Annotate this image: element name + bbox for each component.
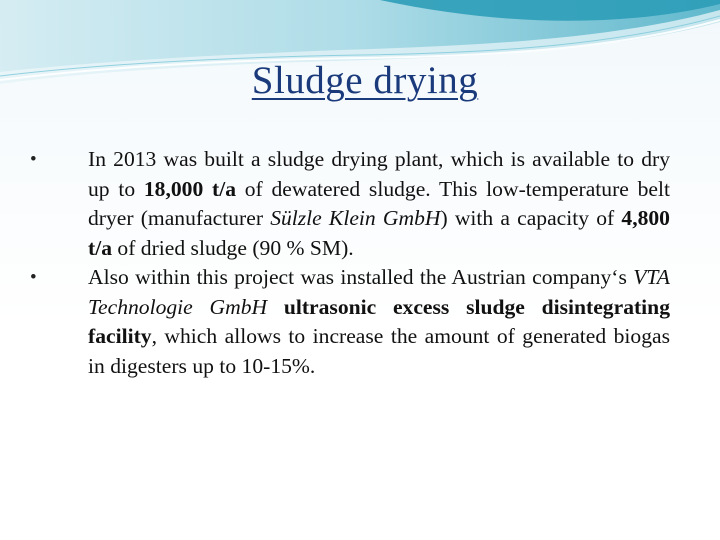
text-segment-bold: 18,000 t/a [143, 176, 236, 201]
text-segment-italic: Sülzle Klein GmbH [270, 206, 441, 230]
text-segment [267, 295, 284, 319]
bullet-item [30, 263, 670, 381]
bullet-list [30, 145, 670, 381]
text-segment-bold: 4,800 t/a [88, 206, 670, 260]
bullet-text [88, 263, 670, 381]
text-segment: In 2013 was built a sludge drying plant, which is available to dry up to [88, 147, 670, 201]
text-segment-bold: ultrasonic excess sludge disintegrating facility [88, 294, 670, 348]
text-segment: of dried sludge (90 % SM). [112, 235, 354, 260]
bullet-text [88, 145, 670, 263]
bullet-dot-icon: • [30, 149, 37, 170]
text-segment: Also within this project was installed the Austrian company‘s [88, 265, 634, 289]
text-segment: , which allows to increase the amount of generated biogas in digesters up to 10-15%. [88, 324, 670, 378]
bullet-dot-icon: • [30, 267, 37, 288]
text-segment: ) with a capacity of [440, 206, 622, 230]
text-segment: of dewatered sludge. This low-temperature belt dryer (manufacturer [88, 176, 670, 230]
text-segment-italic: VTA Technologie GmbH [88, 265, 670, 319]
slide-title: Sludge drying [251, 59, 479, 102]
bullet-item [30, 145, 670, 263]
